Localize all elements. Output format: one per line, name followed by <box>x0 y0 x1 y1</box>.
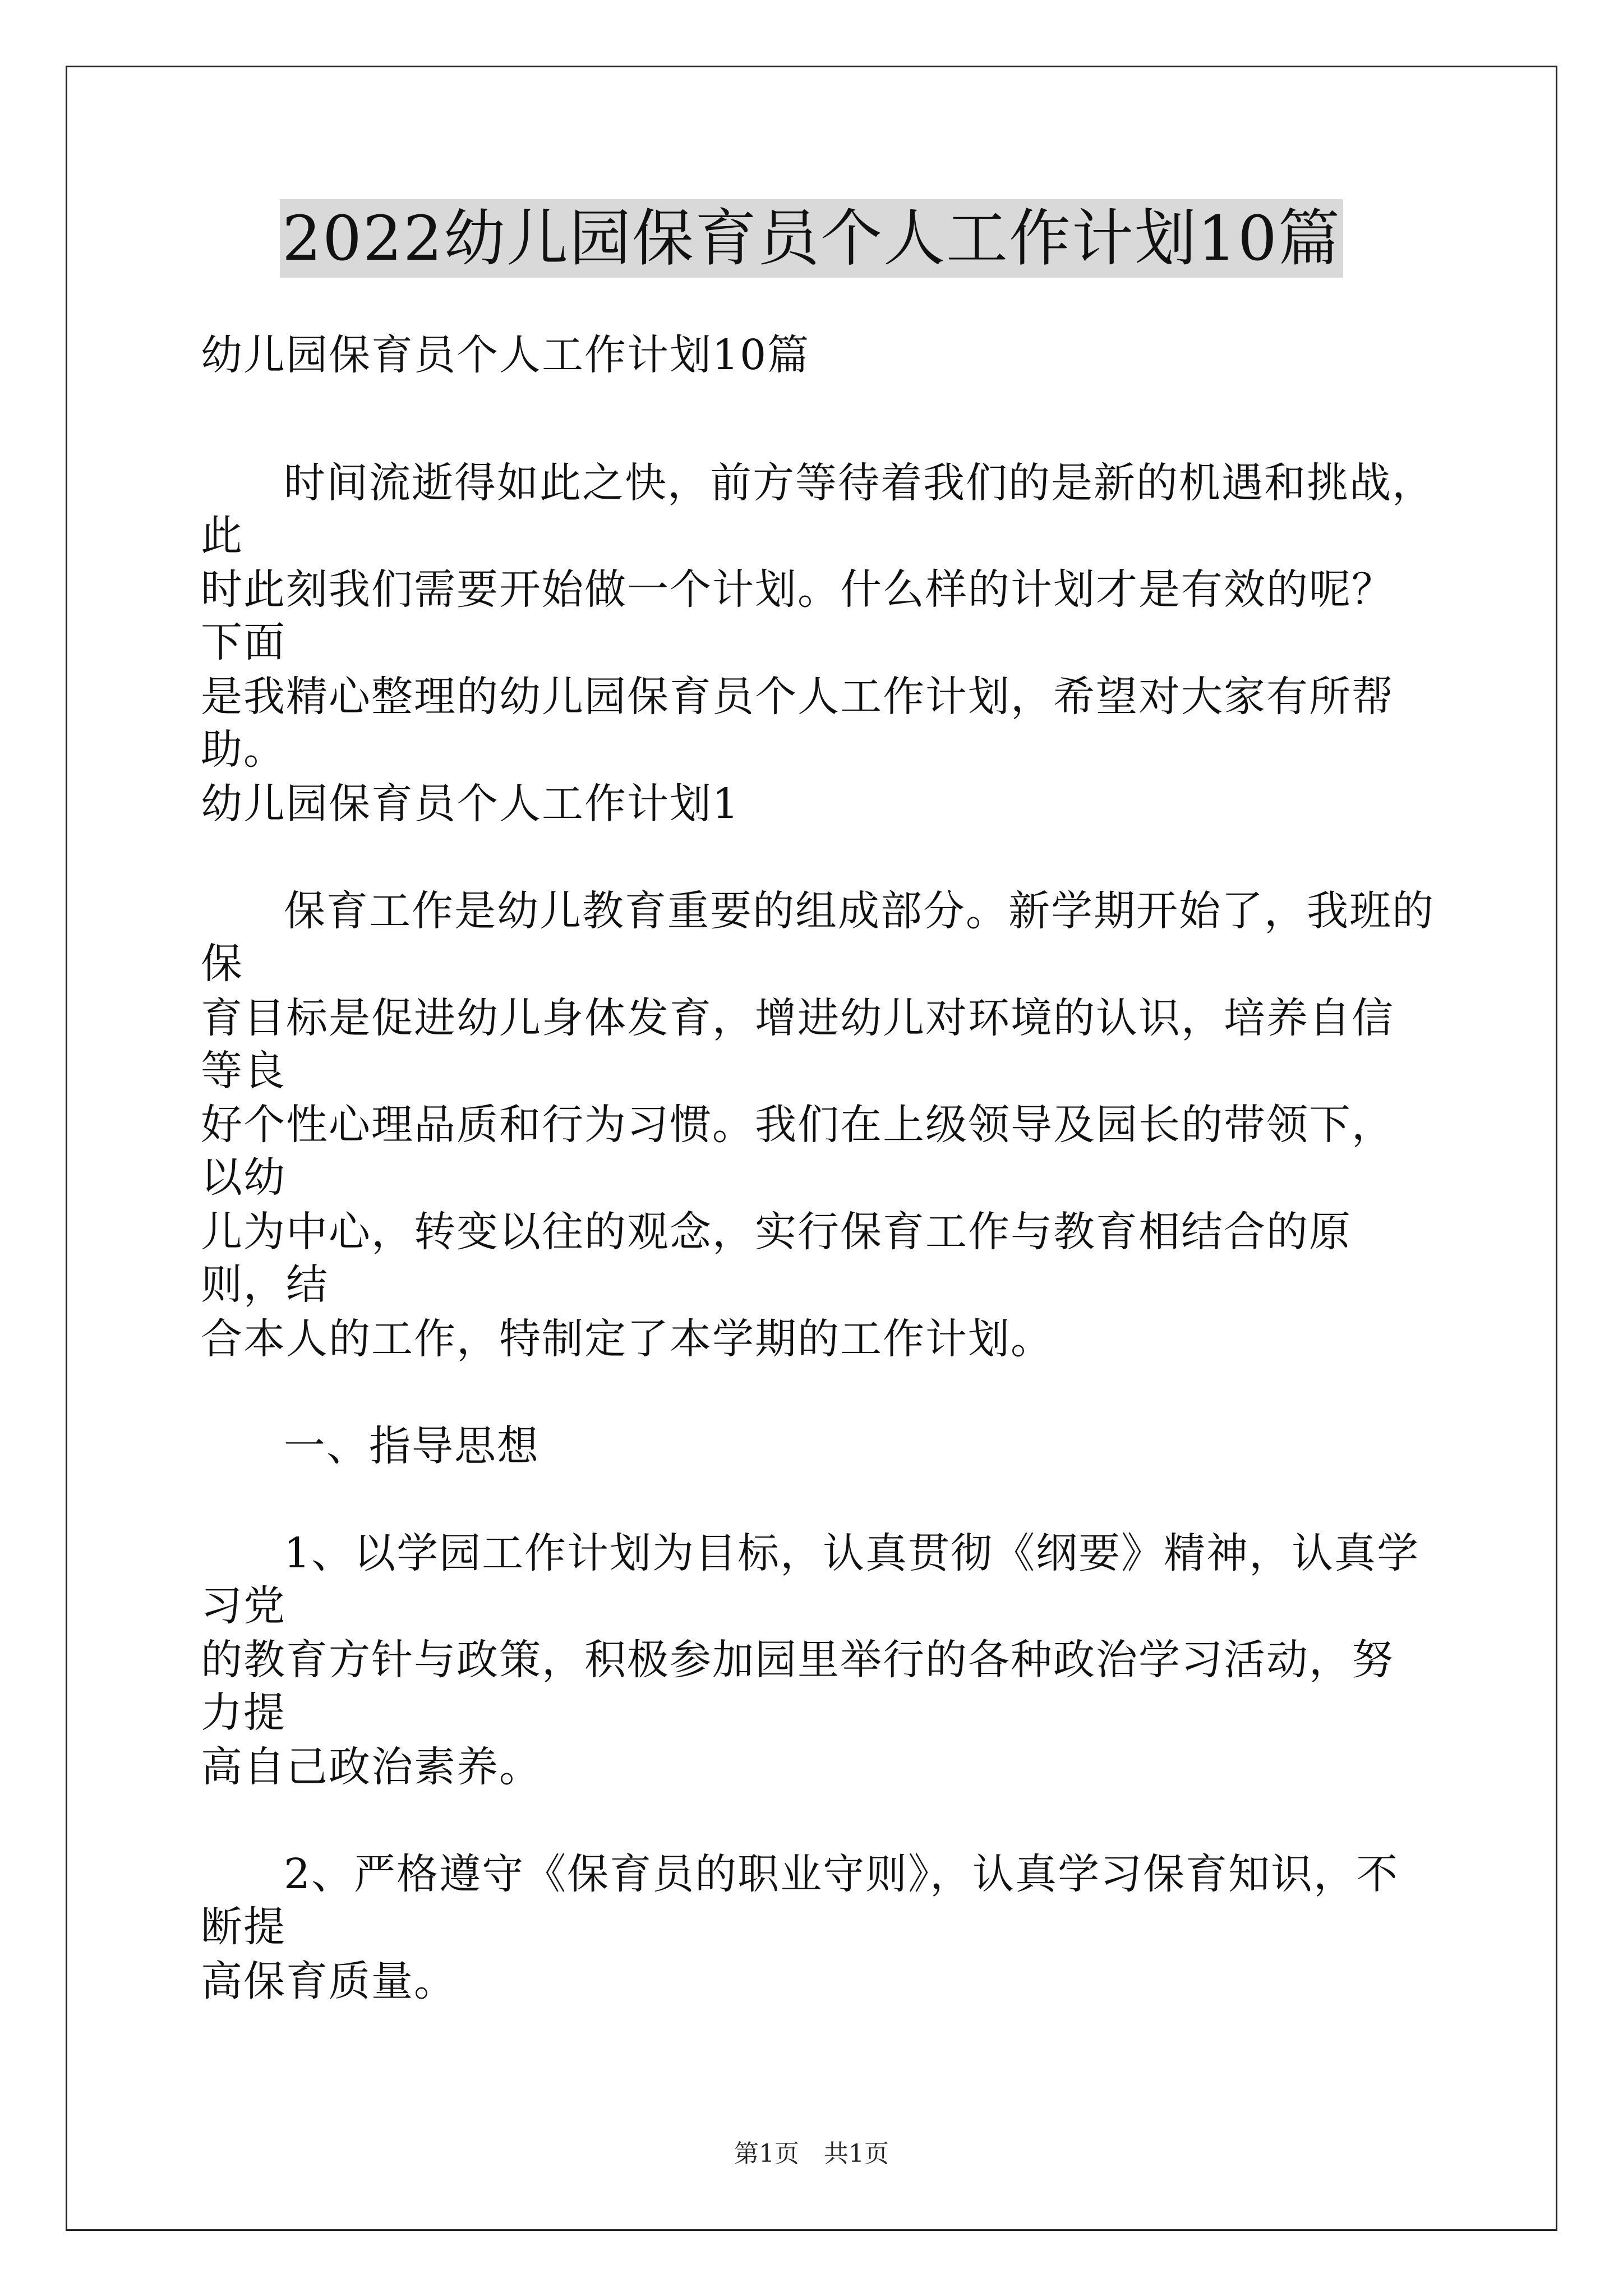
para1-line-5: 合本人的工作，特制定了本学期的工作计划。 <box>201 1315 1053 1363</box>
para1-line-1: 保育工作是幼儿教育重要的组成部分。新学期开始了，我班的保 <box>201 887 1435 988</box>
para1-line-3: 好个性心理品质和行为习惯。我们在上级领导及园长的带领下，以幼 <box>201 1101 1394 1202</box>
item1-line-2: 的教育方针与政策，积极参加园里举行的各种政治学习活动，努力提 <box>201 1636 1394 1737</box>
section-heading: 幼儿园保育员个人工作计划1 <box>201 780 740 828</box>
heading-guiding-thought: 一、指导思想 <box>284 1422 540 1470</box>
intro-line-2: 时此刻我们需要开始做一个计划。什么样的计划才是有效的呢？下面 <box>201 565 1394 666</box>
page-number-footer: 第1页 共1页 <box>734 2139 889 2168</box>
intro-line-1: 时间流逝得如此之快，前方等待着我们的是新的机遇和挑战，此 <box>201 459 1435 560</box>
item2-line-2: 高保育质量。 <box>201 1957 457 2005</box>
intro-line-3: 是我精心整理的幼儿园保育员个人工作计划，希望对大家有所帮助。 <box>201 673 1394 774</box>
document-subtitle: 幼儿园保育员个人工作计划10篇 <box>201 331 810 379</box>
document-title <box>0 199 1623 278</box>
document-title-text: 2022幼儿园保育员个人工作计划10篇 <box>280 199 1343 278</box>
para1-line-4: 儿为中心，转变以往的观念，实行保育工作与教育相结合的原则，结 <box>201 1208 1352 1309</box>
item2-line-1: 2、严格遵守《保育员的职业守则》，认真学习保育知识，不断提 <box>201 1850 1399 1951</box>
item1-line-3: 高自己政治素养。 <box>201 1743 542 1791</box>
item1-line-1: 1、以学园工作计划为目标，认真贯彻《纲要》精神，认真学习党 <box>201 1529 1420 1630</box>
para1-line-2: 育目标是促进幼儿身体发育，增进幼儿对环境的认识，培养自信等良 <box>201 994 1394 1095</box>
